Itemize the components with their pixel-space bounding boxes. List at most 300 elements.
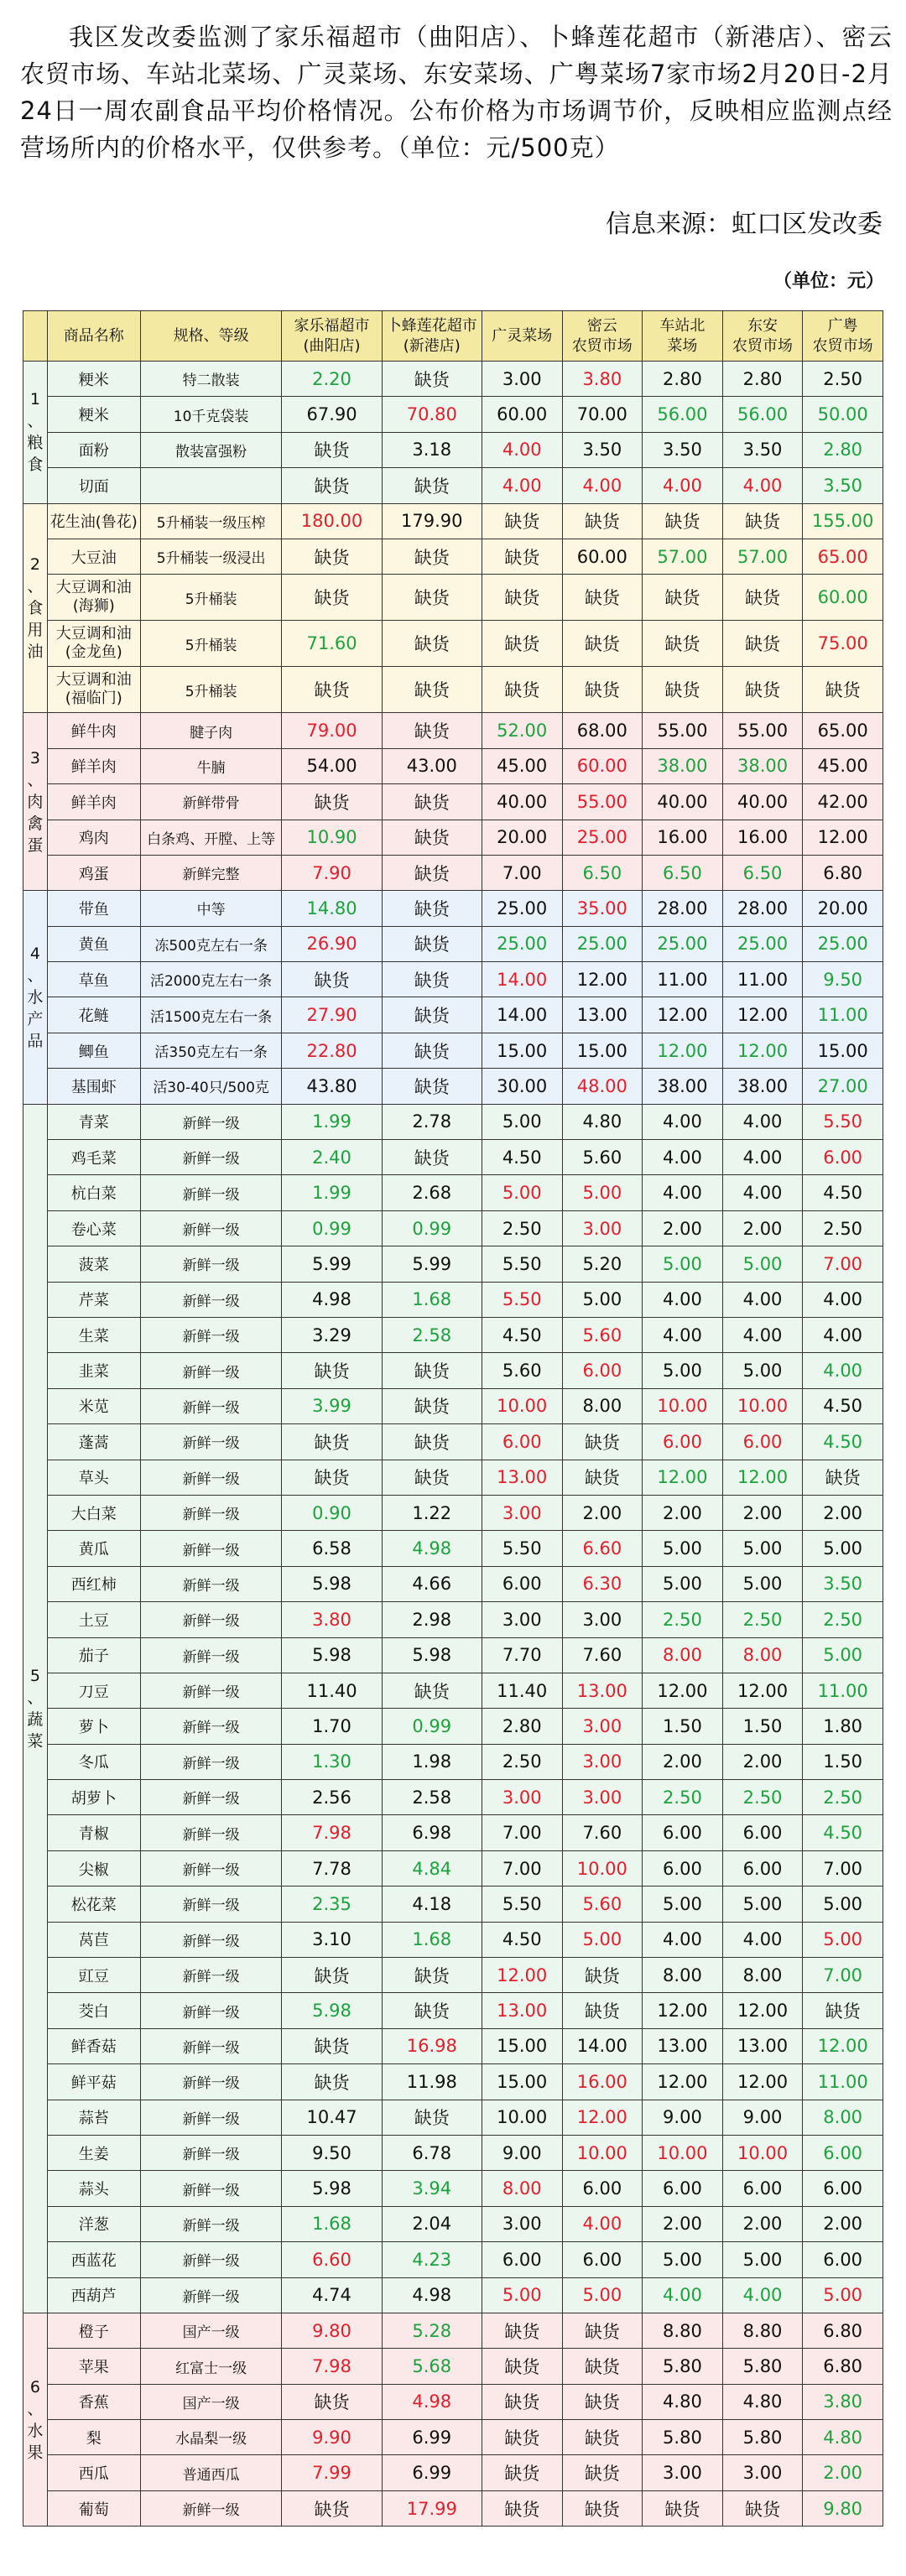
table-row — [23, 2455, 883, 2490]
item-spec-cell: 新鲜一级 — [140, 1850, 282, 1886]
header-cell-spec: 规格、等级 — [140, 311, 282, 362]
item-spec-cell: 普通西瓜 — [140, 2455, 282, 2490]
header-cell-miyun: 密云 农贸市场 — [562, 311, 643, 362]
item-spec-cell: 白条鸡、开膛、上等 — [140, 820, 282, 855]
price-cell: 8.00 — [643, 1958, 723, 1993]
price-cell: 12.00 — [722, 997, 803, 1033]
price-cell: 5.98 — [382, 1637, 482, 1673]
price-cell: 缺货 — [282, 2384, 382, 2419]
price-cell: 4.00 — [643, 1140, 723, 1175]
price-cell: 7.60 — [562, 1637, 643, 1673]
item-name-cell: 花生油(鲁花) — [47, 503, 140, 539]
item-name-cell: 鲫鱼 — [47, 1033, 140, 1068]
price-cell: 5.99 — [282, 1246, 382, 1282]
price-cell: 7.00 — [482, 1850, 562, 1886]
price-cell: 1.68 — [382, 1282, 482, 1317]
price-cell: 5.00 — [482, 1104, 562, 1139]
item-name-cell: 粳米 — [47, 362, 140, 397]
price-cell: 4.50 — [482, 1140, 562, 1175]
table-row — [23, 1602, 883, 1637]
price-cell: 5.50 — [482, 1282, 562, 1317]
price-cell: 0.99 — [282, 1210, 382, 1246]
item-name-cell: 大豆油 — [47, 539, 140, 574]
price-cell: 11.40 — [482, 1673, 562, 1708]
item-name-cell: 洋葱 — [47, 2206, 140, 2241]
price-cell: 56.00 — [643, 397, 723, 432]
table-header-row — [23, 311, 883, 362]
item-spec-cell: 新鲜一级 — [140, 1246, 282, 1282]
price-cell: 4.00 — [803, 1353, 883, 1388]
price-cell: 55.00 — [722, 713, 803, 748]
price-cell: 67.90 — [282, 397, 382, 432]
table-row — [23, 2171, 883, 2206]
price-cell: 38.00 — [643, 1069, 723, 1104]
table-row — [23, 2490, 883, 2526]
price-cell: 缺货 — [382, 621, 482, 667]
price-cell: 缺货 — [282, 1353, 382, 1388]
price-cell: 25.00 — [562, 926, 643, 961]
price-cell: 6.00 — [643, 2171, 723, 2206]
price-cell: 6.00 — [562, 2171, 643, 2206]
table-row — [23, 1460, 883, 1495]
item-spec-cell: 5升桶装 — [140, 621, 282, 667]
price-cell: 8.00 — [482, 2171, 562, 2206]
price-cell: 0.99 — [382, 1210, 482, 1246]
intro-paragraph: 我区发改委监测了家乐福超市（曲阳店）、卜蜂莲花超市（新港店）、密云农贸市场、车站北菜场、广灵菜场、东安菜场、广粤菜场7家市场2月20日-2月24日一周农副食品平均价格情况。公布价格为市场调节价，反映相应监测点经营场所内的价格水平，仅供参考。（单位：元/500克） — [20, 23, 893, 162]
price-cell: 13.00 — [482, 1460, 562, 1495]
price-cell: 5.99 — [382, 1246, 482, 1282]
price-cell: 8.00 — [562, 1388, 643, 1423]
price-cell: 5.60 — [562, 1886, 643, 1922]
price-cell: 缺货 — [722, 2490, 803, 2526]
table-body — [23, 362, 883, 2527]
price-cell: 2.50 — [722, 1602, 803, 1637]
price-cell: 12.00 — [643, 997, 723, 1033]
price-cell: 12.00 — [803, 820, 883, 855]
table-row — [23, 1993, 883, 2028]
item-spec-cell: 5升桶装 — [140, 575, 282, 621]
table-row — [23, 855, 883, 890]
price-cell: 6.00 — [722, 1424, 803, 1460]
price-cell: 2.50 — [482, 1744, 562, 1779]
price-cell: 5.00 — [803, 1922, 883, 1957]
table-row — [23, 1673, 883, 1708]
item-spec-cell: 活350克左右一条 — [140, 1033, 282, 1068]
price-cell: 11.00 — [722, 962, 803, 997]
price-cell: 4.00 — [722, 1140, 803, 1175]
price-cell: 14.00 — [562, 2028, 643, 2063]
item-name-cell: 大豆调和油 (海狮) — [47, 575, 140, 621]
price-cell: 4.00 — [803, 1282, 883, 1317]
price-cell: 2.04 — [382, 2206, 482, 2241]
price-cell: 2.50 — [482, 1210, 562, 1246]
price-cell: 1.70 — [282, 1709, 382, 1744]
price-cell: 缺货 — [482, 667, 562, 713]
price-cell: 2.00 — [643, 2206, 723, 2241]
price-cell: 3.00 — [562, 1210, 643, 1246]
price-cell: 缺货 — [562, 2349, 643, 2384]
price-cell: 12.00 — [643, 2064, 723, 2100]
price-cell: 9.90 — [282, 2420, 382, 2455]
price-cell: 57.00 — [643, 539, 723, 574]
price-cell: 6.00 — [803, 1140, 883, 1175]
price-cell: 4.50 — [482, 1317, 562, 1352]
category-cell: 2 、 食 用 油 — [23, 503, 48, 713]
price-cell: 6.00 — [482, 1566, 562, 1601]
price-cell: 5.80 — [643, 2420, 723, 2455]
item-spec-cell: 新鲜一级 — [140, 1637, 282, 1673]
item-spec-cell: 新鲜一级 — [140, 1104, 282, 1139]
price-cell: 12.00 — [722, 1460, 803, 1495]
price-cell: 缺货 — [562, 2313, 643, 2348]
item-spec-cell: 新鲜一级 — [140, 1815, 282, 1850]
price-cell: 缺货 — [562, 2490, 643, 2526]
table-row — [23, 667, 883, 713]
price-cell: 3.00 — [482, 2206, 562, 2241]
table-row — [23, 1815, 883, 1850]
price-cell: 12.00 — [562, 2100, 643, 2135]
price-cell: 缺货 — [382, 820, 482, 855]
price-cell: 4.80 — [562, 1104, 643, 1139]
price-cell: 4.00 — [722, 1282, 803, 1317]
price-cell: 5.98 — [282, 1566, 382, 1601]
price-cell: 2.00 — [643, 1495, 723, 1530]
price-cell: 4.00 — [643, 1317, 723, 1352]
item-name-cell: 杭白菜 — [47, 1175, 140, 1210]
price-cell: 1.50 — [722, 1709, 803, 1744]
price-cell: 56.00 — [722, 397, 803, 432]
price-cell: 5.00 — [562, 1175, 643, 1210]
price-cell: 5.20 — [562, 1246, 643, 1282]
price-cell: 4.84 — [382, 1850, 482, 1886]
price-cell: 5.60 — [562, 1317, 643, 1352]
price-cell: 4.00 — [643, 1922, 723, 1957]
price-cell: 缺货 — [482, 539, 562, 574]
item-name-cell: 韭菜 — [47, 1353, 140, 1388]
price-cell: 2.80 — [643, 362, 723, 397]
table-row — [23, 1709, 883, 1744]
price-cell: 3.00 — [482, 1495, 562, 1530]
price-cell: 缺货 — [382, 1069, 482, 1104]
item-spec-cell: 新鲜一级 — [140, 2171, 282, 2206]
price-cell: 13.00 — [482, 1993, 562, 2028]
item-spec-cell: 活30-40只/500克 — [140, 1069, 282, 1104]
table-row — [23, 2135, 883, 2170]
table-row — [23, 1175, 883, 1210]
item-spec-cell: 新鲜一级 — [140, 1210, 282, 1246]
price-cell: 4.50 — [803, 1815, 883, 1850]
price-cell: 38.00 — [722, 1069, 803, 1104]
price-cell: 10.00 — [562, 1850, 643, 1886]
table-row — [23, 1531, 883, 1566]
table-row — [23, 2028, 883, 2063]
item-name-cell: 切面 — [47, 468, 140, 503]
price-cell: 7.78 — [282, 1850, 382, 1886]
header-cell-chezhanbei: 车站北 菜场 — [643, 311, 723, 362]
price-cell: 缺货 — [282, 1424, 382, 1460]
table-row — [23, 397, 883, 432]
table-row — [23, 1850, 883, 1886]
item-name-cell: 鲜香菇 — [47, 2028, 140, 2063]
price-cell: 6.00 — [562, 2242, 643, 2277]
item-name-cell: 卷心菜 — [47, 1210, 140, 1246]
table-row — [23, 1246, 883, 1282]
price-cell: 3.94 — [382, 2171, 482, 2206]
item-spec-cell: 新鲜一级 — [140, 1140, 282, 1175]
price-cell: 1.99 — [282, 1104, 382, 1139]
price-cell: 2.50 — [643, 1602, 723, 1637]
price-cell: 12.00 — [482, 1958, 562, 1993]
price-cell: 缺货 — [282, 1460, 382, 1495]
price-cell: 缺货 — [382, 468, 482, 503]
price-cell: 79.00 — [282, 713, 382, 748]
table-row — [23, 1637, 883, 1673]
price-cell: 5.28 — [382, 2313, 482, 2348]
price-cell: 11.00 — [803, 997, 883, 1033]
price-cell: 13.00 — [643, 2028, 723, 2063]
price-cell: 25.00 — [643, 926, 723, 961]
price-cell: 缺货 — [382, 539, 482, 574]
table-row — [23, 926, 883, 961]
price-cell: 45.00 — [803, 748, 883, 783]
price-cell: 12.00 — [643, 1460, 723, 1495]
price-cell: 3.00 — [482, 1602, 562, 1637]
price-cell: 5.00 — [643, 1246, 723, 1282]
price-cell: 1.80 — [803, 1709, 883, 1744]
table-row — [23, 1495, 883, 1530]
header-cell-guangling: 广灵菜场 — [482, 311, 562, 362]
price-cell: 45.00 — [482, 748, 562, 783]
price-cell: 9.00 — [482, 2135, 562, 2170]
price-cell: 11.00 — [803, 1673, 883, 1708]
price-cell: 179.90 — [382, 503, 482, 539]
price-cell: 缺货 — [562, 1958, 643, 1993]
price-cell: 5.98 — [282, 1637, 382, 1673]
price-cell: 26.90 — [282, 926, 382, 961]
price-cell: 6.00 — [803, 2171, 883, 2206]
price-cell: 5.00 — [562, 2277, 643, 2313]
price-cell: 5.00 — [482, 2277, 562, 2313]
table-row — [23, 1069, 883, 1104]
price-cell: 缺货 — [803, 667, 883, 713]
item-name-cell: 西瓜 — [47, 2455, 140, 2490]
price-cell: 25.00 — [482, 891, 562, 926]
price-cell: 4.00 — [482, 432, 562, 467]
price-cell: 1.99 — [282, 1175, 382, 1210]
item-name-cell: 茭白 — [47, 1993, 140, 2028]
price-cell: 5.50 — [482, 1886, 562, 1922]
item-spec-cell: 新鲜一级 — [140, 2242, 282, 2277]
category-cell: 5 、 蔬 菜 — [23, 1104, 48, 2313]
price-cell: 缺货 — [282, 2064, 382, 2100]
price-cell: 4.00 — [722, 1104, 803, 1139]
price-cell: 20.00 — [482, 820, 562, 855]
price-cell: 6.78 — [382, 2135, 482, 2170]
price-cell: 3.99 — [282, 1388, 382, 1423]
price-cell: 6.80 — [803, 2349, 883, 2384]
table-row — [23, 1353, 883, 1388]
price-cell: 缺货 — [382, 1388, 482, 1423]
price-cell: 缺货 — [803, 1993, 883, 2028]
price-cell: 10.47 — [282, 2100, 382, 2135]
header-cell-guangyue: 广粤 农贸市场 — [803, 311, 883, 362]
price-cell: 5.00 — [562, 1922, 643, 1957]
table-row — [23, 2064, 883, 2100]
price-cell: 4.50 — [803, 1424, 883, 1460]
price-cell: 6.30 — [562, 1566, 643, 1601]
item-name-cell: 生姜 — [47, 2135, 140, 2170]
price-cell: 8.00 — [722, 1637, 803, 1673]
price-cell: 11.00 — [803, 2064, 883, 2100]
price-cell: 4.50 — [803, 1388, 883, 1423]
price-cell: 缺货 — [643, 667, 723, 713]
table-row — [23, 2100, 883, 2135]
price-cell: 4.98 — [382, 2384, 482, 2419]
price-cell: 6.50 — [643, 855, 723, 890]
price-cell: 13.00 — [562, 1673, 643, 1708]
price-cell: 2.98 — [382, 1602, 482, 1637]
price-cell: 6.00 — [643, 1424, 723, 1460]
price-cell: 60.00 — [562, 748, 643, 783]
table-row — [23, 2242, 883, 2277]
item-spec-cell: 新鲜一级 — [140, 1531, 282, 1566]
price-cell: 71.60 — [282, 621, 382, 667]
price-cell: 2.80 — [482, 1709, 562, 1744]
price-cell: 30.00 — [482, 1069, 562, 1104]
price-cell: 10.00 — [562, 2135, 643, 2170]
price-cell: 缺货 — [482, 621, 562, 667]
item-spec-cell: 新鲜一级 — [140, 1424, 282, 1460]
price-cell: 4.18 — [382, 1886, 482, 1922]
table-row — [23, 362, 883, 397]
price-cell: 7.00 — [482, 855, 562, 890]
price-cell: 68.00 — [562, 713, 643, 748]
table-row — [23, 1780, 883, 1815]
price-cell: 4.00 — [643, 1175, 723, 1210]
item-name-cell: 带鱼 — [47, 891, 140, 926]
price-cell: 6.50 — [562, 855, 643, 890]
price-cell: 12.00 — [722, 1673, 803, 1708]
price-cell: 缺货 — [382, 891, 482, 926]
price-cell: 2.20 — [282, 362, 382, 397]
item-spec-cell: 新鲜一级 — [140, 1317, 282, 1352]
price-cell: 缺货 — [562, 2420, 643, 2455]
price-cell: 4.80 — [643, 2384, 723, 2419]
price-cell: 5.00 — [722, 1353, 803, 1388]
price-cell: 缺货 — [282, 1958, 382, 1993]
price-cell: 缺货 — [282, 784, 382, 820]
price-cell: 缺货 — [382, 997, 482, 1033]
price-cell: 4.00 — [722, 1175, 803, 1210]
price-cell: 2.00 — [643, 1210, 723, 1246]
price-cell: 4.00 — [722, 468, 803, 503]
price-cell: 1.68 — [282, 2206, 382, 2241]
price-cell: 10.90 — [282, 820, 382, 855]
table-row — [23, 1388, 883, 1423]
price-cell: 缺货 — [282, 2490, 382, 2526]
price-cell: 5.00 — [803, 1637, 883, 1673]
price-cell: 缺货 — [282, 2028, 382, 2063]
price-cell: 缺货 — [382, 962, 482, 997]
table-row — [23, 468, 883, 503]
price-cell: 6.00 — [722, 1815, 803, 1850]
table-row — [23, 539, 883, 574]
price-cell: 2.50 — [803, 362, 883, 397]
price-cell: 65.00 — [803, 539, 883, 574]
price-cell: 2.80 — [803, 432, 883, 467]
price-cell: 5.00 — [643, 1886, 723, 1922]
price-cell: 缺货 — [562, 503, 643, 539]
table-row — [23, 820, 883, 855]
price-cell: 缺货 — [282, 468, 382, 503]
table-row — [23, 784, 883, 820]
price-cell: 缺货 — [382, 1460, 482, 1495]
price-cell: 12.00 — [722, 2064, 803, 2100]
price-cell: 缺货 — [722, 575, 803, 621]
price-cell: 5.98 — [282, 2171, 382, 2206]
item-name-cell: 鸡蛋 — [47, 855, 140, 890]
price-cell: 10.00 — [722, 2135, 803, 2170]
item-name-cell: 米苋 — [47, 1388, 140, 1423]
price-cell: 2.50 — [643, 1780, 723, 1815]
item-spec-cell: 5升桶装 — [140, 667, 282, 713]
price-cell: 55.00 — [643, 713, 723, 748]
price-cell: 4.98 — [382, 2277, 482, 2313]
category-cell: 6 、 水 果 — [23, 2313, 48, 2526]
item-name-cell: 草头 — [47, 1460, 140, 1495]
price-cell: 4.98 — [382, 1531, 482, 1566]
price-cell: 65.00 — [803, 713, 883, 748]
price-cell: 52.00 — [482, 713, 562, 748]
price-cell: 4.80 — [722, 2384, 803, 2419]
price-cell: 缺货 — [382, 1958, 482, 1993]
price-cell: 5.00 — [722, 1246, 803, 1282]
price-cell: 6.50 — [722, 855, 803, 890]
price-cell: 3.50 — [803, 1566, 883, 1601]
item-spec-cell: 活2000克左右一条 — [140, 962, 282, 997]
price-cell: 7.00 — [803, 1850, 883, 1886]
price-cell: 3.00 — [562, 1709, 643, 1744]
item-spec-cell: 新鲜一级 — [140, 1922, 282, 1957]
item-spec-cell: 10千克袋装 — [140, 397, 282, 432]
price-cell: 55.00 — [562, 784, 643, 820]
price-cell: 缺货 — [482, 2420, 562, 2455]
category-cell: 4 、 水 产 品 — [23, 891, 48, 1104]
price-cell: 缺货 — [562, 667, 643, 713]
price-cell: 6.00 — [482, 2242, 562, 2277]
price-cell: 75.00 — [803, 621, 883, 667]
price-cell: 3.50 — [722, 432, 803, 467]
item-name-cell: 蓬蒿 — [47, 1424, 140, 1460]
item-name-cell: 黄鱼 — [47, 926, 140, 961]
table-row — [23, 621, 883, 667]
price-cell: 缺货 — [382, 1353, 482, 1388]
price-cell: 1.22 — [382, 1495, 482, 1530]
table-row — [23, 748, 883, 783]
price-cell: 2.78 — [382, 1104, 482, 1139]
price-cell: 43.80 — [282, 1069, 382, 1104]
price-cell: 4.50 — [803, 1175, 883, 1210]
table-row — [23, 575, 883, 621]
price-cell: 25.00 — [803, 926, 883, 961]
item-name-cell: 尖椒 — [47, 1850, 140, 1886]
price-cell: 缺货 — [482, 503, 562, 539]
item-spec-cell: 新鲜一级 — [140, 1175, 282, 1210]
price-cell: 2.50 — [722, 1780, 803, 1815]
item-spec-cell: 新鲜一级 — [140, 1460, 282, 1495]
price-cell: 0.90 — [282, 1495, 382, 1530]
price-cell: 13.00 — [722, 2028, 803, 2063]
